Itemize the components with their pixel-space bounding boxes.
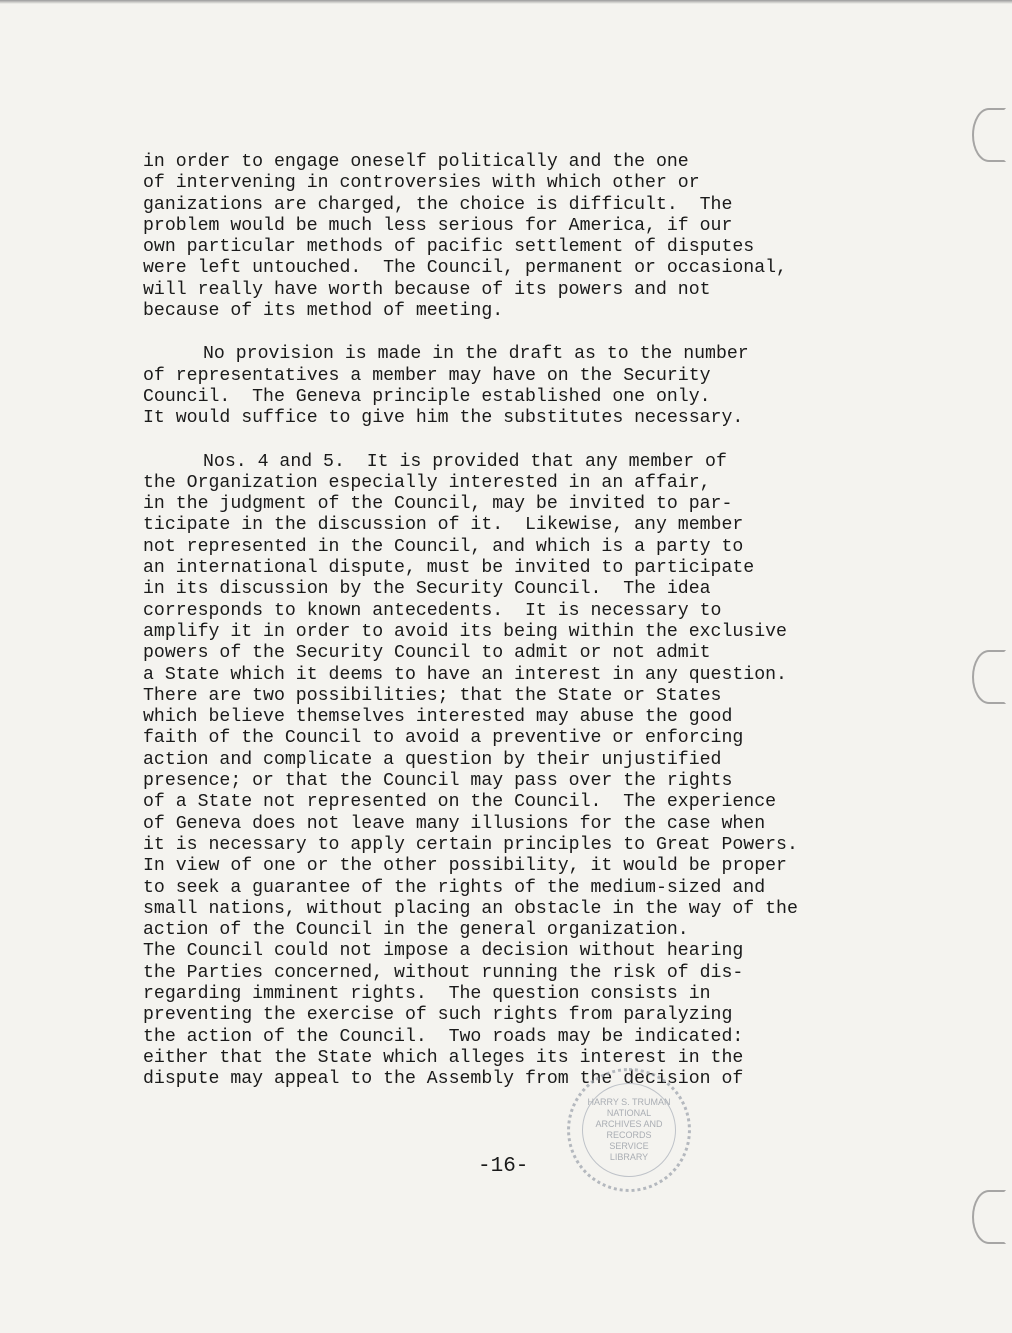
page-edge	[0, 0, 1012, 4]
text-line: were left untouched. The Council, permanent or occasional,	[143, 258, 787, 279]
text-line: because of its method of meeting.	[143, 301, 504, 322]
text-line: Nos. 4 and 5. It is provided that any member of	[203, 451, 727, 472]
text-line: amplify it in order to avoid its being within the exclusive	[143, 621, 787, 642]
text-line: in the judgment of the Council, may be invited to par-	[143, 494, 733, 515]
text-line: presence; or that the Council may pass over the rights	[143, 771, 733, 792]
text-line: an international dispute, must be invited to participate	[143, 558, 755, 579]
text-line: of intervening in controversies with which other or	[143, 173, 700, 194]
text-line: Council. The Geneva principle established one only.	[143, 386, 711, 407]
text-line: dispute may appeal to the Assembly from the decision of	[143, 1069, 744, 1090]
text-line: the Parties concerned, without running the risk of dis-	[143, 962, 744, 983]
text-line: of a State not represented on the Council. The experience	[143, 792, 777, 813]
text-line: will really have worth because of its powers and not	[143, 279, 711, 300]
text-line: problem would be much less serious for America, if our	[143, 215, 733, 236]
document-body	[143, 152, 923, 1090]
text-line: The Council could not impose a decision without hearing	[143, 941, 744, 962]
archive-stamp-inner	[582, 1083, 676, 1177]
stamp-text: NATIONAL	[606, 1108, 652, 1118]
text-line: the action of the Council. Two roads may be indicated:	[143, 1026, 744, 1047]
stamp-text: SERVICE	[609, 1141, 649, 1151]
text-line: not represented in the Council, and which is a party to	[143, 536, 744, 557]
text-line: action of the Council in the general organization.	[143, 920, 689, 941]
text-line: corresponds to known antecedents. It is necessary to	[143, 600, 722, 621]
text-line: No provision is made in the draft as to the number	[203, 344, 749, 365]
text-line: faith of the Council to avoid a preventive or enforcing	[143, 728, 744, 749]
text-line: which believe themselves interested may abuse the good	[143, 707, 733, 728]
text-line: powers of the Security Council to admit or not admit	[143, 643, 711, 664]
text-line: it is necessary to apply certain principles to Great Powers.	[143, 834, 798, 855]
stamp-text: RECORDS	[606, 1130, 652, 1140]
text-line: In view of one or the other possibility, it would be proper	[143, 856, 787, 877]
stamp-text: ARCHIVES AND	[595, 1119, 663, 1129]
text-line: preventing the exercise of such rights from paralyzing	[143, 1005, 733, 1026]
text-line: in order to engage oneself politically and the one	[143, 152, 689, 172]
text-line: of representatives a member may have on the Security	[143, 365, 711, 386]
page-number: -16-	[478, 1155, 529, 1178]
binder-hole-top	[972, 108, 1006, 162]
text-line: in its discussion by the Security Council. The idea	[143, 579, 711, 600]
paragraph-gap	[143, 430, 923, 452]
text-line: It would suffice to give him the substitutes necessary.	[143, 408, 744, 429]
text-line: the Organization especially interested in an affair,	[143, 472, 711, 493]
stamp-text: HARRY S. TRUMAN	[587, 1097, 671, 1107]
text-line: small nations, without placing an obstacle in the way of the	[143, 898, 798, 919]
text-line: ticipate in the discussion of it. Likewise, any member	[143, 515, 744, 536]
archive-stamp	[567, 1068, 691, 1192]
text-line: to seek a guarantee of the rights of the medium-sized and	[143, 877, 766, 898]
text-line: own particular methods of pacific settlement of disputes	[143, 237, 755, 258]
text-line: ganizations are charged, the choice is difficult. The	[143, 194, 733, 215]
paragraph-gap	[143, 322, 923, 344]
text-line: either that the State which alleges its interest in the	[143, 1047, 744, 1068]
binder-hole-bottom	[972, 1190, 1006, 1244]
text-line: of Geneva does not leave many illusions for the case when	[143, 813, 766, 834]
binder-hole-middle	[972, 650, 1006, 704]
text-line: action and complicate a question by their unjustified	[143, 749, 722, 770]
text-line: regarding imminent rights. The question consists in	[143, 983, 711, 1004]
paragraph-1	[143, 152, 923, 322]
stamp-text: LIBRARY	[609, 1152, 649, 1162]
paragraph-3	[143, 452, 923, 1091]
paragraph-2	[143, 344, 923, 429]
text-line: There are two possibilities; that the State or States	[143, 685, 722, 706]
text-line: a State which it deems to have an interest in any question.	[143, 664, 787, 685]
